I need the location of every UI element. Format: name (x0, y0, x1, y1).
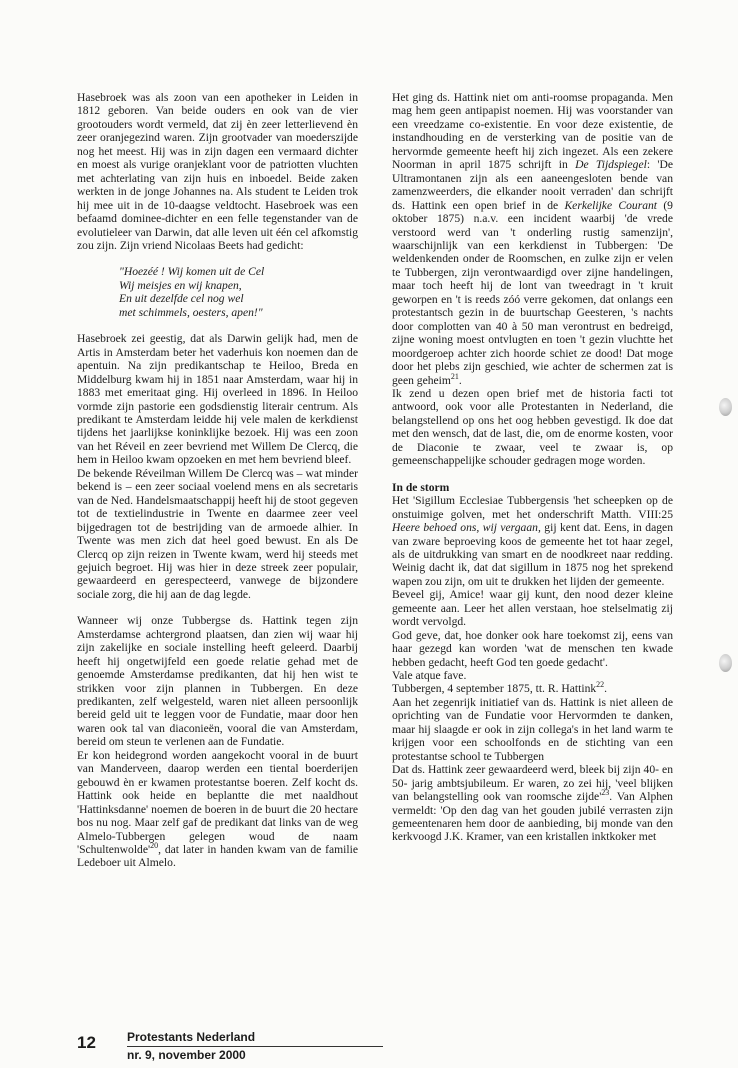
paragraph-text: Dat ds. Hattink zeer gewaardeerd werd, bleek bij zijn 40- en 50- jarig ambtsjubileum. Er waren, zo zei hij, 'veel blijken van belangstelling ook van roomsche zijde' (392, 763, 673, 804)
publication-name: Protestants Nederland (127, 1030, 256, 1044)
paragraph: Hasebroek zei geestig, dat als Darwin gelijk had, men de Artis in Amsterdam beter het vaderhuis kon noemen dan de apentuin. Na zijn predikantschap te Heiloo, Breda en Middelburg kwam hij in 1851 naar Amsterdam, waar hij in 1883 met emeritaat ging. Hij overleed in 1896. In Heiloo vormde zijn pastorie een godsdienstig literair centrum. Als predikant te Amsterdam leidde hij vele malen de kerkdienst tijdens het jaarlijkse koninklijke bezoek. Hij was een zoon van het Réveil en zeer bevriend met Willem De Clercq, die hem in Heiloo kwam opzoeken en met hem bevriend bleef. (77, 332, 358, 467)
paragraph-text: gij kent dat. Eens, in dagen van zware beproeving koos de gemeente het tot haar zegel, als de uitdrukking van smart en de noodkreet naar redding. Weinig dacht ik, dat dat sigillum in 1875 nog het sprekend wapen zou zijn, om uit te drukken het lijden der gemeente. (392, 521, 673, 588)
paragraph-text: Er kon heidegrond worden aangekocht vooral in de buurt van Manderveen, daarop werden een tiental boerderijen gebouwd èn er kwamen protestantse boeren. Zelf kocht ds. Hattink ook heide en beplantte die met naaldhout 'Hattinksdanne' noemen de boeren in de buurt die 20 hectare bos nu nog. Maar zelf gaf de predikant dat links van de weg Almelo-Tubbergen gelegen woud de naam 'Schultenwolde' (77, 748, 358, 857)
paragraph: God geve, dat, hoe donker ook hare toekomst zij, eens van haar gezegd kan worden 'wat de menschen ten kwade hebben gedacht, heeft God ten goede gedacht'. (392, 628, 673, 669)
right-column (392, 91, 673, 844)
periodical-title: De Tijdspiegel (575, 158, 647, 172)
paragraph-text: . (604, 682, 608, 696)
paragraph (77, 749, 358, 870)
poem-line: "Hoezéé ! Wij komen uit de Cel (119, 265, 265, 279)
poem-line: En uit dezelfde cel nog wel (119, 292, 244, 306)
paragraph: Hasebroek was als zoon van een apotheker in Leiden in 1812 geboren. Van beide ouders en ook van de vier grootouders wordt vermeld, dat zij èn zeer letterlievend èn zeer oranjegezind waren. Zijn grootvader van moederszijde nog het meest. Hij was in zijn dagen een vermaard dichter en moest als vurige oranjeklant voor de patriotten vluchten met achterlating van zijn huis en inboedel. Beide zaken werkten in de jonge Johannes na. Als student te Leiden trok hij mee uit in de 10-daagse veldtocht. Hasebroek was een befaamd dominee-dichter en een felle tegenstander van de evolutieleer van Darwin, dat alle leven uit één cel afkomstig zou zijn. Zijn vriend Nicolaas Beets had gedicht: (77, 91, 358, 252)
paragraph: Aan het zegenrijk initiatief van ds. Hattink is niet alleen de oprichting van de Fundatie voor Hervormden te danken, maar hij slaagde er ook in zijn collega's in het land warm te krijgen voor een schoolfonds en de stichting van een protestantse school te Tubbergen (392, 695, 673, 763)
paragraph-text: Wanneer wij onze Tubbergse ds. Hattink tegen zijn Amsterdamse achtergrond plaatsen, dan zien wij waar hij zijn zakelijke en sociale instelling heeft geleerd. Daarbij heeft hij ongetwijfeld een goede relatie gehad met de genoemde Amsterdamse predikanten, dat hij hen wist te strikken voor zijn plannen in Tubbergen. En deze predikanten, zelf welgesteld, waren niet alleen persoonlijk bereid geld uit te leggen voor de Fundatie, maar door hen waren ook tal van diaconieën, vooral die van Amsterdam, bereid om steun te verlenen aan de Fundatie. (77, 614, 358, 749)
paragraph: Ik zend u dezen open brief met de historia facti tot antwoord, ook voor alle Protestanten in Nederland, die belangstellend op ons het oog hebben gevestigd. Ik doe dat met den wensch, dat de last, die, om de enorme kosten, voor de Diaconie te zwaar, veel te zwaar is, op gemeenschappelijke schouder gedragen moge worden. (392, 386, 673, 468)
footer-rule (127, 1046, 383, 1047)
paragraph-text: . Van Alphen vermeldt: 'Op den dag van het gouden jubilé verrasten zijn gemeentenaren hem door de aanbieding, bij monde van den kerkvoogd J.K. Kramer, van een kristallen inktkoker met (392, 790, 673, 844)
paragraph (392, 763, 673, 844)
paragraph-text: (9 oktober 1875) n.a.v. een incident waarbij 'de vrede verstoord werd van 't onderling rustig samenzijn', waarschijnlijk van een kerkdienst in Tubbergen: 'De weldenkenden onder de Roomschen, en zulke zijn er velen te Tubbergen, zijn verontwaardigd over zijne handelingen, maar toch heeft hij de lont van tweedragt in 't kruit geworpen en 't is reeds zóó verre gekomen, dat onlangs een protestantsch gezin in de buurtschap Geesteren, 's nachts door complotten van 40 à 50 man verontrust en bedreigd, zijne woning moest ontvlugten en toen 't gezin vluchtte het moordgeroep achter zich hoorde schiet ze dood! Dat moge door het plebs zijn geschied, wie achter de schermen zat is geen geheim (392, 198, 673, 387)
periodical-title: Kerkelijke Courant (564, 198, 658, 212)
binder-hole-icon (719, 398, 732, 416)
footnote-ref: 21 (450, 371, 459, 381)
footnote-ref: 22 (596, 680, 605, 690)
paragraph: De bekende Réveilman Willem De Clercq was – wat minder bekend is – een zeer sociaal voelend mens en als secretaris van de Ned. Handelsmaatschappij heeft hij de stoot gegeven tot de textielindustrie in Twente en daarmee zeer veel bijgedragen tot de bestrijding van de armoede alhier. In Twente was men zich dat heel goed bewust. En als De Clercq op zijn reizen in Twente kwam, werd hij steeds met gejuich begroet. Hij was hier in deze streek zeer populair, gewaardeerd en gerespecteerd, vanwege de bijzondere sociale zorg, die hij aan de dag legde. (77, 466, 358, 601)
paragraph: Beveel gij, Amice! waar gij kunt, den nood dezer kleine gemeente aan. Leer het allen verstaan, hoe stelselmatig zij wordt vervolgd. (392, 588, 673, 629)
paragraph (392, 682, 673, 695)
left-column (77, 91, 358, 870)
paragraph: Vale atque fave. (392, 669, 467, 683)
poem (119, 265, 358, 319)
footnote-ref: 20 (150, 841, 159, 851)
section-heading: In de storm (392, 480, 450, 494)
poem-line: Wij meisjes en wij knapen, (119, 278, 242, 292)
issue-info: nr. 9, november 2000 (127, 1048, 246, 1062)
paragraph (77, 614, 358, 749)
paragraph-text: Het ging ds. Hattink niet om anti-roomse propaganda. Men mag hem geen antipapist noemen. Hij was voorstander van een vreedzame co-existentie. En voor deze existentie, de instandhouding en de versterking van de positie van de hervormde gemeente heeft hij zich ingezet. Als een zekere Noorman in april 1875 schrijft in (392, 91, 673, 172)
paragraph-text: . (458, 373, 462, 387)
paragraph-text: Het 'Sigillum Ecclesiae Tubbergensis 'het scheepken op de onstuimige golven, met het onderschrift Matth. VIII:25 (392, 494, 673, 521)
paragraph-text: : 'De Ultramontanen zijn als een aaneengesloten bende van zamenzweerders, die elkander nooit verraden' dan schrijft ds. Hattink een open brief in de (392, 158, 673, 212)
paragraph-text: , dat later in handen kwam van de familie Ledeboer uit Almelo. (77, 843, 358, 870)
page-number: 12 (77, 1033, 96, 1052)
paragraph-text: Tubbergen, 4 september 1875, tt. R. Hattink (392, 682, 597, 696)
binder-hole-icon (719, 654, 732, 672)
footnote-ref: 23 (601, 788, 610, 798)
bible-quote: Heere behoed ons, wij vergaan, (392, 521, 541, 535)
poem-line: met schimmels, oesters, apen!" (119, 305, 263, 319)
paragraph (392, 494, 673, 588)
paragraph (392, 91, 673, 387)
